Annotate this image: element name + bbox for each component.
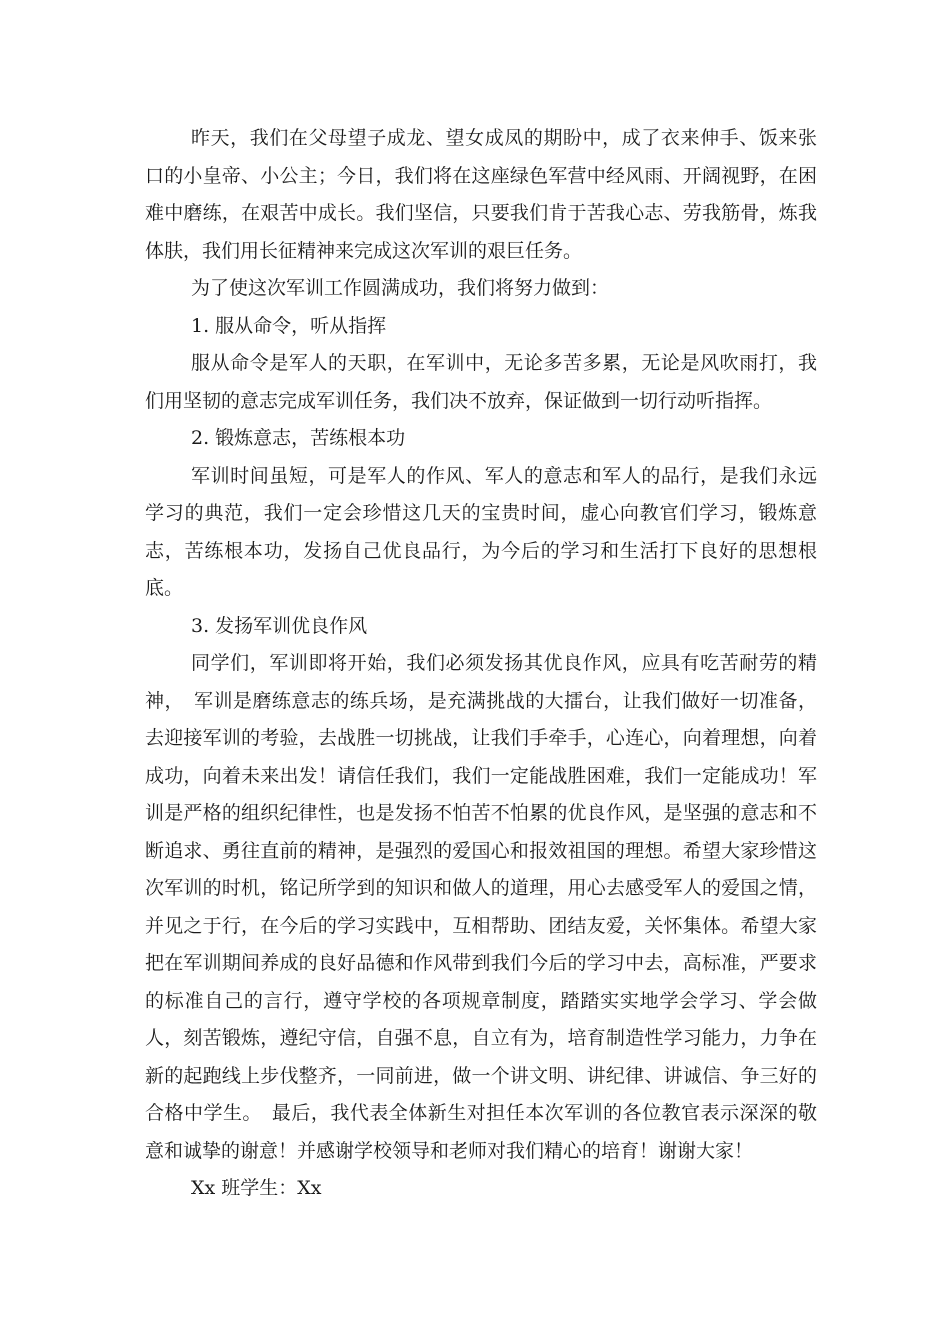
signature-line: Xx 班学生：Xx <box>191 1177 322 1199</box>
section-heading-1: 1. 服从命令，听从指挥 <box>191 314 387 337</box>
section-heading-2: 2. 锻炼意志，苦练根本功 <box>191 427 406 449</box>
section-heading-3: 3. 发扬军训优良作风 <box>191 614 368 637</box>
paragraph-train-will: 军训时间虽短，可是军人的作风、军人的意志和军人的品行，是我们永远学习的典范，我们一定会珍惜这几天的宝贵时间，虚心向教官们学习，锻炼意志，苦练根本功，发扬自己优良品行，为今后的学习和生活打下良好的思想根底。 <box>145 464 817 599</box>
paragraph-obey-orders: 服从命令是军人的天职，在军训中，无论多苦多累，无论是风吹雨打，我们用坚韧的意志完成军训任务，我们决不放弃，保证做到一切行动听指挥。 <box>145 352 817 412</box>
paragraph-closing: 同学们，军训即将开始，我们必须发扬其优良作风，应具有吃苦耐劳的精神， 军训是磨练意志的练兵场，是充满挑战的大擂台，让我们做好一切准备，去迎接军训的考验，去战胜一切挑战，让我们手牵手，心连心，向着理想，向着成功，向着未来出发！请信任我们，我们一定能战胜困难，我们一定能成功！军训是严格的组织纪律性，也是发扬不怕苦不怕累的优良作风，是坚强的意志和不断追求、勇往直前的精神，是强烈的爱国心和报效祖国的理想。希望大家珍惜这次军训的时机，铭记所学到的知识和做人的道理，用心去感受军人的爱国之情，并见之于行，在今后的学习实践中，互相帮助、团结友爱，关怀集体。希望大家把在军训期间养成的良好品德和作风带到我们今后的学习中去，高标准，严要求的标准自己的言行，遵守学校的各项规章制度，踏踏实实地学会学习、学会做人，刻苦锻炼，遵纪守信，自强不息，自立有为，培育制造性学习能力，力争在新的起跑线上步伐整齐，一同前进，做一个讲文明、讲纪律、讲诚信、争三好的合格中学生。 最后，我代表全体新生对担任本次军训的各位教官表示深深的敬意和诚挚的谢意！并感谢学校领导和老师对我们精心的培育！谢谢大家！ <box>145 652 817 1162</box>
paragraph-intro: 昨天，我们在父母望子成龙、望女成凤的期盼中，成了衣来伸手、饭来张口的小皇帝、小公主；今日，我们将在这座绿色军营中经风雨、开阔视野，在困难中磨练，在艰苦中成长。我们坚信，只要我们肯于苦我心志、劳我筋骨，炼我体肤，我们用长征精神来完成这次军训的艰巨任务。 <box>145 127 817 262</box>
paragraph-goal: 为了使这次军训工作圆满成功，我们将努力做到： <box>191 277 610 299</box>
document-body <box>145 120 817 1208</box>
